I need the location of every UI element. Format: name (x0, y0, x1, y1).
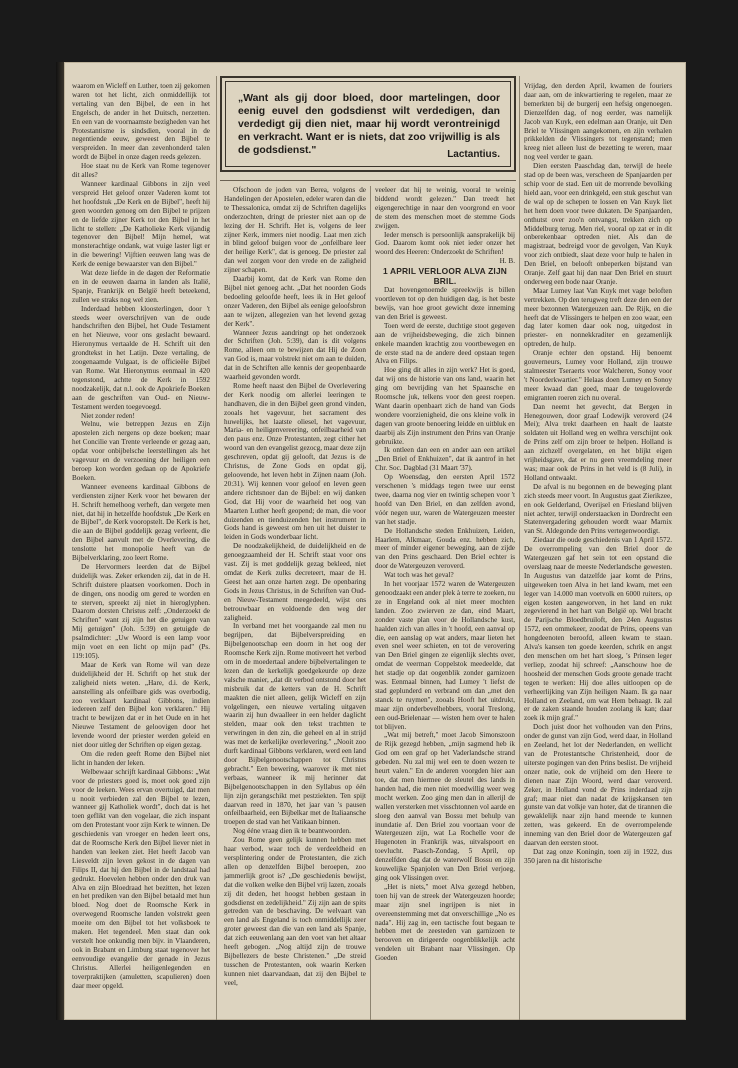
paragraph: Oranje echter den opstand. Hij benoemt gouverneurs, Lumey voor Holland, zijn trouwe stalmeester Tseraerts voor Walcheren, Sonoy voor 't Noorderkwartier." Helaas doen Lumey en Sonoy meer kwaad dan goed, maar de teugeloverde emigranten roeren zich nu overal. (524, 349, 672, 402)
paragraph: Dat hovengenoemde spreekwijs is billen voortleven tot op den huidigen dag, is het beste bewijs, van hoe groot gewicht deze inneming van den Briel is geweest. (375, 286, 515, 321)
author-initials: H. B. (499, 257, 515, 266)
paragraph: Om die reden geeft Rome den Bijbel niet licht in handen der leken. (72, 749, 210, 767)
paragraph: waarom en Wicleff en Luther, toen zij gekomen waren tot het licht, zich onmiddellijk tot vertaling van den Bijbel, de een in het Engelsch, de ander in het Duitsch, nerzetten. En een van de voornaamste bezigheden van het Protestantisme is sindsdien, vooral in de negentiende eeuw, geweest den Bijbel te verspreiden. In meer dan zevenhonderd talen wordt de Bijbel in onze dagen reeds gelezen. (72, 82, 210, 162)
paragraph: Hoe staat nu de Kerk van Rome tegenover dit alles? (72, 162, 210, 180)
quote-underline (220, 180, 516, 181)
paragraph: Ik ontleen dan een en ander aan een artikel „Den Briel of Enkhuizen", dat ik aantrof in het Chr. Soc. Dagblad (31 Maart '37). (375, 446, 515, 473)
paragraph: Doch juist door het volhouden van den Prins, onder de gunst van zijn God, werd daar, in Holland en Zeeland, het lot der Nederlanden, en wellicht van de Protestantsche Christenheid, door de uiterste pogingen van den Prins beslist. De vrijheid onzer natie, ook de vrijheid om den Heere te dienen naar Zijn Woord, werd daar veroverd. Zeker, in Holland vond de Prins inderdaad zijn graf; maar niet dan nadat de krijgskansen ten gunste van dat volkje van hoter, dat de tirannen die gewaklelijk naar zijn hand meende te kunnen zetten, was gekeerd. En de overrompelende inneming van den Briel door de Watergeuzen gaf daarvan den eersten stoot. (524, 723, 672, 848)
paragraph: „Het is niets," moet Alva gezegd hebben, toen hij van de streek der Watergeuzen hoorde; maar zijn snel ingrijpen is niet in overeenstemming met dat onverschillige „No es nada". Hij zag in, een tactische fout begaan te hebben met de zeesteden van garnizoen te berooven en dirigeerde oogenblikkelijk acht vendelen uit Brabant naar Vlissingen. Op Goeden (375, 882, 515, 963)
paragraph: In het voorjaar 1572 waren de Watergeuzen genoodzaakt een ander plek à terre te zoeken, nu ze in Engeland ook al niet meer mochten landen. Zoo zwierven ze dan, eind Maart, zonder vaste plan voor de Hollandsche kust, haalden zich van alles in 't hoofd, een aanval op die, een aanslag op wat anders, maar lieten het even snel weer schieten, en tot de verovering van Den Briel gingen ze eigenlijk slechts over, omdat de veerman Coppelstok meedeelde, dat het stadje op dat oogenblik zonder garnizoen was. Eenmaal binnen, had Lumey 't liefst de stad geplunderd en verbrand om dan „met den stanck te ruymen", zooals Hooft het uitdrukt, maar zijn onderbevelhebbers, vooral Treslong, een oud-Brielenaar — wisten hem over te halen tot blijven. (375, 580, 515, 731)
paragraph: Dat zag onze Koningin, toen zij in 1922, dus 350 jaren na dit historische (524, 847, 672, 865)
paragraph: De afval is nu begonnen en de beweging plant zich steeds meer voort. In Augustus gaat Zierikzee, en ook Gelderland, Overijsel en Friesland blijven niet achter, terwijl onderstaacken in Dordrecht een Statenvergadering gehouden wordt waar Marnix van St. Aldegonde den Prins vertegenwoordigt. (524, 482, 672, 536)
article-headline: 1 APRIL VERLOOR ALVA ZIJN BRIL. (382, 266, 508, 287)
paragraph: Ieder mensch is persoonlijk aansprakelijk bij God. Daarom komt ook niet ieder onzer het woord des Heeren: Onderzoekt de Schriften! (375, 230, 515, 257)
paragraph: De noodzakelijkheid, de duidelijkheid en de genoegzaamheid der H. Schrift staat voor ons vast. Zij is met goddelijk gezag bekleed, niet omdat de Kerk zulks decreteert, maar de H. Geest het aan onze harten zegt. De openbaring Gods in Jezus Christus, in de Schriften van Oud- en Nieuw-Testament meegedeeld, wijst ons betrouwbaar en voldoende den weg der zaligheid. (224, 542, 366, 622)
column-divider (216, 76, 217, 1020)
paragraph: Welbewaar schrijft kardinaal Gibbons: „Wat voor de priesters goed is, moet ook goed zijn voor de leeken. Wees ervan overtuigd, dat men u nooit verbieden zal den Bijbel te lezen, wanneer gij Katholiek wordt", doch dat is het toen geflikt van den vogelaar, die zich inspant om den Protestant voor zijn Kerk te winnen. De geschiedenis van vroeger en heden leert ons, dat de Roomsche Kerk den Bijbel liever niet in handen van leeken ziet. Het heeft Jacob van Liesveldt zijn leven gekost in de dagen van Filips II, dat hij den Bijbel in de landstaal had gedrukt. Hoevelen hebben onder den druk van Alva en zijn Bloedraad het bezitten, het lezen en het prediken van den Bijbel betaald met hun bloed. Nog doet de Roomsche Kerk in overwegend Roomsche landen volstrekt geen moeite om den Bijbel tot het volksboek te maken. Het tegendeel. Men staat dan ook verstelt hoe onkundig men bijv. in Vlaanderen, ook in Brabant en Limburg staat tegenover het eenvoudige evangelie der genade in Jezus Christus. Allerlei heiligenlegenden en toverpraktijken (amuletten, scapulieren) doen daar meer opgeld. (72, 767, 210, 990)
paragraph: Ziedaar die oude geschiedenis van 1 April 1572. De overrompeling van den Briel door de Watergeuzen gaf het sein tot een opstand die overslaag naar de meeste Nederlandsche gewesten. In Augustus van datzelfde jaar komt de Prins, uitgeweken toen Alva in het land kwam, met een leger van 14.000 man voetvolk en 6000 ruiters, op eigen kosten aangeworven, in het land en rukt zegevierend in het hart van België op. Wel bracht de Parijsche Bloedbruiloft, den 24en Augustus 1572, een ommekeer, zoodat de Prins, opeens van hongdeenoten beroofd, alleen kwam te staan. Alva's kansen ten goede keerden, schrik en angst den menschen om het hart sloeg, 's Prinsen leger verliep, zoodat hij schreef: „Aanschouw hoe de hoosheid der menschen Gods groote genade tracht tegen te werken: Hij doe alles uitloopen op de verheerlijking van Zijn heiligen Naam. Ik ga naar Holland en Zeeland, om wat Hem behaagt. Ik zal er de zaken staande houden zoolang ik kan; daar zoek ik mijn graf." (524, 536, 672, 723)
paragraph: Wanneer kardinaal Gibbons in zijn veel verspreid Het geloof onzer Vaderen komt tot het hoofdstuk „De Kerk en de Bijbel", heeft hij geen woorden genoeg om den Bijbel te prijzen en de liefde zijner Kerk tot den Bijbel in het licht te stellen: „De Katholieke Kerk vijandig tegenover den Bijbel! Mijn hemel, wat monsterachtige ondank, wat vuige laster ligt er in die bewering! Vijftien eeuwen lang was de Kerk de eenige bewaarster van den Bijbel." (72, 179, 210, 269)
column-1 (72, 82, 210, 1024)
column-3 (375, 186, 515, 1024)
paragraph: Nog ééne vraag dien ik te beantwoorden. (233, 827, 351, 836)
page-edge-left (56, 62, 64, 1020)
paragraph: Dan neemt het gevecht, dat Bergen in Henegouwen, door graaf Lodewijk veroverd (24 Mei); Alva trekt daarheen en haalt de laatste soldaten uit Holland weg en welhra verschijnt ook de Prins zelf om zijn broer te helpen. Holland is aan zichzelf overgelaten, en het blijkt eigen vrijheidsgave, dat er nu geen vreemdeling meer was; maar ook de Prins in het veld is (8 Juli), in Holland ontwaakt. (524, 402, 672, 482)
paragraph: Welnu, wie betreppen Jezus en Zijn apostelen zich nergens op deze boeken; maar het Concilie van Trente verleende er gezag aan, opdat voor onbijbelsche leerstellingen als het vagevuur en de verzoening der heiligen een beroep kon worden gedaan op de Apokriefe Boeken. (72, 420, 210, 482)
quote-text: „Want als gij door bloed, door martelingen, door eenig euvel den godsdienst wilt verdedigen, dan verdedigt gij dien niet, maar hij wordt verontreinigd en verkracht. Want er is niets, dat zoo vrijwillig is als de godsdienst." (238, 93, 500, 156)
paragraph: In verband met het voorgaande zal men nu begrijpen, dat Bijbelverspreiding en Bijbelgenootschap een doorn in het oog der Roomsche Kerk zijn. Rome motiveert het verbod om in de moedertaal andere bijbelvertalingen te lezen dan de kerkelijk goedgekeurde op deze valsche manier, „dat dit verbod ontstond door het misbruik dat de ketters van de H. Schrift maakten die niet alleen, gelijk Wicleff en zijn volgelingen, een nieuwe vertaling uitgaven waarin zij hun dwaalleer in een helder daglicht stelden, maar ook den tekst trachtten te verwringen in den zin, die geheel en al in strijd was met de kerkelijke overlevering." „Nooit zoo durft kardinaal Gibbons verklaren, werd een land door Bijbelgenootschappen tot Christus gebracht." Een bewering, waarover ik met niet verbaas, wanneer ik mij herinner dat Bijbelgenootschappen in den Syllabus op één lijn zijn gerangschikt met pestziekten. Ten spijt daarvan reed in 1870, het jaar van 's pausen onfeilbaarheid, een Bijbelkar met de Italiaansche troepen de stad van het Vatikaan binnen. (224, 622, 366, 827)
paragraph: Toen werd de eerste, duchtige stoot gegeven aan de vrijheidsbeweging, die zich binnen enkele maanden krachtig zou voortbewegen en de erste stad na de andere deed opstaan tegen Alva en Filips. (375, 321, 515, 366)
quote-box (220, 76, 516, 172)
paragraph: Maar de Kerk van Rome wil van deze duidelijkheid der H. Schrift op het stuk der zaligheid niets weten. „Hare, d.i. de Kerk, aanstelling als onfeilbare gids was overbodig, zoo verklaart kardinaal Gibbons, indien iedereen zelf den Bijbel kon verklaren." Hij tracht te bewijzen dat er in het Oude en in het Nieuwe Testament de geloovigen door het levende woord der priester werden geleid en niet door uitleg der Schriften op eigen gezag. (72, 660, 210, 750)
paragraph: Hoe ging dit alles in zijn werk? Het is goed, dat wij ons de historie van ons land, waarin het ging om bevrijding van het Spaansche en Roomsche juk, telkens voor den geest roepen. Want daarin openbaart zich de hand van Gods wondere voorzienigheid, die ons kleine volk in dagen van groote benoering leidde en uitbluk en daarbij als Zijn instrument den Prins van Oranje gebruikte. (375, 366, 515, 446)
column-divider (370, 186, 371, 1020)
quote-author: Lactantius. (447, 149, 500, 160)
paragraph: Rome heeft naast den Bijbel de Overlevering der Kerk noodig om allerlei leeringen te handhaven, die in den Bijbel geen grond vinden, zooals het vagevuur, het sacrament des huwelijks, het laatste oliesel, het vagevuur, Maria- en heiligenvereering, onfeilbaarheid van den paus enz. Onze Protestanten, zegt cither het woord van den evangelist gezocg, maar deze zijn geschreven, opdat gij gelooft, dat Jezus is de Christus, de Zone Gods en opdat gij, geloovende, het leven hebt in Zijnen naam (Joh. 20:31). Wij kennen voor geloof en leven geen andere richtsnoer dan de Bijbel: en wij danken God, dat Hij voor de waarheid het oog van Maarten Luther heeft geopend; de man, die voor duizenden en tienduizenden het instrument in Gods hand is geweest om hen uit het duister te leiden in Gods wonderbaar licht. (224, 381, 366, 542)
column-4 (524, 82, 672, 1024)
column-divider (519, 76, 520, 1020)
paragraph: Daarbij komt, dat de Kerk van Rome den Bijbel niet genoeg acht. „Dat het noorden Gods bedoeling geloofde heeft, lees ik in Het geloof onzer Vaderen, den Bijbel als eenige geloofsbron aan te wijzen, allegezien van het levend gezag der Kerk". (224, 275, 366, 328)
paragraph: De Hervormers leerden dat de Bijbel duidelijk was. Zeker erkenden zij, dat in de H. Schrift duistere plaatsen voorkomen. Doch in de dingen, ons noodig om gered te worden en te sterven, spreekt zij niet in hieroglyphen. Daarom dorsten Christus zelf: „Onderzoekt de Schriften" want zij zijn het die getuigen van Mij getuigen" (Joh. 5:39) en getuigde de psalmdichter: „Uw Woord is een lamp voor mijn voet en een licht op mijn pad" (Ps. 119:105). (72, 562, 210, 660)
paragraph: Dien eersten Paaschdag dan, terwijl de heele stad op de been was, verscheen de Spanjaarden per schip voor de stad. Een uit de morrende bevolking hield aan, voor een drinkgeld, een stuk geschut van de wal op de schepen te lossen en Van Kuyk liet het hem doen voor twee dukaten. De Spanjaarden, onthutst over zoo'n ontvangst, trekken zich op Middelburg terug. Men riel, vooral op zat er in dit onberekenbaar optreden niet. Als dan de magistraat, bedreigd voor de gevolgen, Van Kuyk voor zich ontbiedt, slaat deze voor hulp te halen in Den Briel, en belooft onbeperken bijstand van Oranje. Zelf gaat hij dan naar Den Briel en stuurt onderweg een bode naar Oranje. (524, 162, 672, 286)
paragraph: Niet zonder reden! (81, 411, 135, 420)
paragraph: Maar Lumey laat Van Kuyk met vage beloften vertrekken. Op den terugweg treft deze den een der meer bezonnen Watergeuzen aan. De Rijk, en die heeft dat de Vlissingers te helpen en zoo waar, een dag later komen daar ook nog, uitgedost in priester- en nonnekkraditer en gezamenlijk optreden, de hulp. (524, 286, 672, 349)
paragraph: Zou Rome geen gelijk kunnen hebben met haar verbod, waar toch de verdeeldheid en versplintering onder de Protestanten, die zich allen op denzelfden Bijbel beroepen, zoo jammerlijk groot is? „De geschiedenis bewijst, dat die volken welke den Bijbel vrij lazen, zooals zij dit deden, het hoogst hebben gestaan in godsdienst en zedelijkheid." Zij zijn aan de spits getreden van de beschaving. De welvaart van een land als Engeland is toch onmiddellijk zeer groter geweest dan die van een land als Spanje, dat zich eeuwenlang aan den voet van het altaar heeft gebogen. „Nog altijd zijn de trouwe Bijbellezers de beste Christenen." „De streid tusschen de Protestanten, ook waarin Kerken kunnen niet daarvandaan, dat zij den Bijbel te veel, (224, 836, 366, 987)
paragraph: Wat deze liefde in de dagen der Reformatie en in de eeuwen daarna in landen als Italië, Spanje, Frankrijk en België heeft beteekend, zullen we straks nog wel zien. (72, 269, 210, 304)
paragraph: Wat toch was het geval? (384, 571, 454, 580)
paragraph: Op Woensdag, den eersten April 1572 verschenen 's middags tegen twee uur eenst twee, daarna nog vier en twintig schepen voor 't hoofd van Den Briel, en dan zelfden avond, vóór negen uur, waren de Watergeuzen meester van het stadje. (375, 473, 515, 526)
paragraph: veeleer dat hij te weinig, vooral te weinig biddend wordt gelezen." Dan treedt het eigengerechtige in naar den voorgrond en voor de stem des menschen moet de stemme Gods zwijgen. (375, 186, 515, 230)
paragraph: „Wat mij betreft," moet Jacob Simonszoon de Rijk gezegd hebben, „mijn sagmend heb ik God om een graf op het Vaderlandsche strand gebeden. Nu zal mij wel een te doen wezen te heurt valen." En de anderen voorgden hier aan toe, dat men hiermee de sleutel des lands in handen had, die men niet moedwillig weer weg mocht werken. Zoo ging men dan in allerijl de wallen versterken met visschtonnen vol aarde en sloeg den aanval van Bossu met behulp van inundatie af. Den Briel zou voortaan voor de Watergeuzen zijn, wat La Rochelle voor de Hugenoten in Frankrijk was, uitvalspoort en toevlucht. Paasch-Zondag, 5 April, op denzelfden dag dat de waterwolf Bossu en zijn kouwelijke Spanjolen van Den Briel verjoeg, ging ook Vlissingen over. (375, 731, 515, 882)
column-2 (224, 186, 366, 1024)
paragraph: De Hollandsche steden Enkhuizen, Leiden, Haarlem, Alkmaar, Gouda enz. hebben zich, meer of minder eigener beweging, aan de zijde van den Prins geschaard. Den Briel echter is door de Watergeuzen veroverd. (375, 526, 515, 571)
paragraph: Vrijdag, den derden April, kwamen de fouriers daar aan, om de inkwartiering te regelen, maar ze bemerkten bij de burgerij een hefsig ongenoegen. Dienzelfden dag, of nog eerder, was namelijk Jacob van Kuyk, een edelman aan Oranje, uit Den Briel te Vlissingen aangekomen, en zijn verhalen prikkelden de Vlissingers tot tegenstand; men kreeg niet alleen lust de bezetting te weren, maar nog veel verder te gaan. (524, 82, 672, 162)
paragraph: Wanneer Jezus aandringt op het onderzoek der Schriften (Joh. 5:39), dan is dit volgens Rome, alleen om te bewijzen dat Hij de Zoon van God is, maar volstrekt niet om aan te duiden, dat in de Schriften alle kennis der geopenbaarde waarheid gevonden wordt. (224, 328, 366, 382)
paragraph: Ofschoon de joden van Berea, volgens de Handelingen der Apostelen, edeler waren dan die te Thessalonica, omdat zij de Schriften dagelijks onderzochten, dringt de priester niet aan op de lezing der H. Schrift. Het is, volgens de leer zijner Kerk, immers niet noodig. Laat men zich in blind geloof buigen voor de „onfeilbare leer der heilige Kerk", dat is genoeg. De priester zal dan wel zorgen voor den vrede en de zaligheid zijner schapen. (224, 186, 366, 275)
paragraph: Wanneer eveneens kardinaal Gibbons de verdiensten zijner Kerk voor het bewaren der H. Schrift hemelhoog verheft, dan vergete men niet, dat hij in hetzelfde hoofdstuk „De Kerk en de Bijbel", de Kerk vooropstelt. De Kerk is het, die aan de Bijbel goddelijk gezag verleent, die den Bijbel aanvult met de Overlevering, die tenslotte het monopolie heeft van de Bijbelverklaring, zoo leert Rome. (72, 482, 210, 563)
paragraph: Inderdaad hebben kloosterlingen, door 't steeds weer overschrijven van de oude handschriften den Bijbel, het Oude Testament en het Nieuwe, voor ons geslacht bewaard. Hieronymus vertaalde de H. Schrift uit den grondtekst in het Latijn. Deze vertaling, de zoogenaamde Vulgaat, is de officieële Bijbel van Rome. Wat Hieronymus eenmaal in 420 tegenstond, achtte de Kerk in 1592 noodzakelijk, dat n.l. ook de Apokriefe Boeken aan de geschriften van Oud- en Nieuw-Testament werden toegevoegd. (72, 304, 210, 411)
